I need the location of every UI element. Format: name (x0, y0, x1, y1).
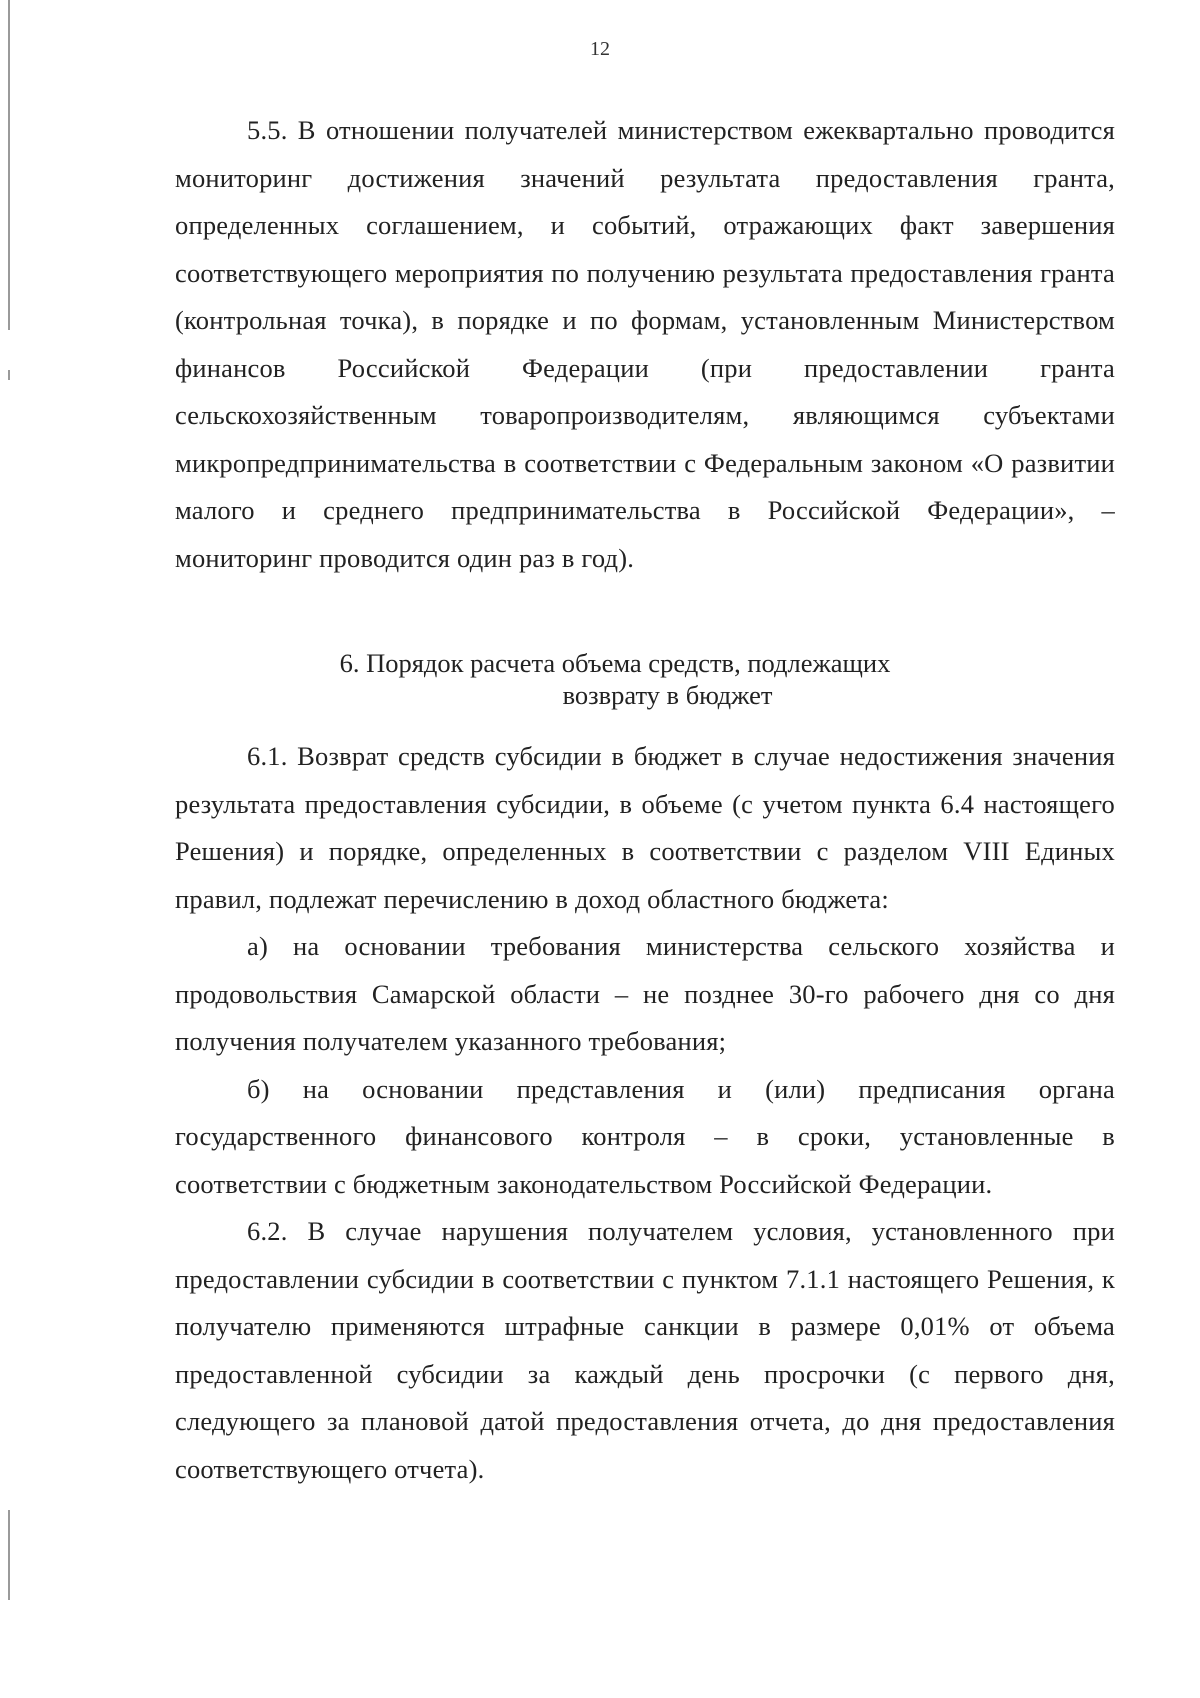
section-6-heading-line-2: возврату в бюджет (562, 680, 773, 710)
paragraph-5-5: 5.5. В отношении получателей министерством ежеквартально проводится мониторинг достижения значений результата предоставления гранта, определенных соглашением, и событий, отражающих факт завершения соответствующего мероприятия по получению результата предоставления гранта (контрольная точка), в порядке и по формам, установленным Министерством финансов Российской Федерации (при предоставлении гранта сельскохозяйственным товаропроизводителям, являющимся субъектами микропредпринимательства в соответствии с Федеральным законом «О развитии малого и среднего предпринимательства в Российской Федерации», – мониторинг проводится один раз в год). (175, 115, 1115, 573)
paragraph-5-5-block (175, 107, 1115, 582)
paragraph-6-2: 6.2. В случае нарушения получателем условия, установленного при предоставлении субсидии в соответствии с пунктом 7.1.1 настоящего Решения, к получателю применяются штрафные санкции в размере 0,01% от объема предоставленной субсидии за каждый день просрочки (с первого дня, следующего за плановой датой предоставления отчета, до дня предоставления соответствующего отчета). (175, 1216, 1115, 1484)
section-6-body (175, 733, 1115, 1493)
paragraph-6-1-b: б) на основании представления и (или) предписания органа государственного финансового контроля – в сроки, установленные в соответствии с бюджетным законодательством Российской Федерации. (175, 1073, 1115, 1199)
page-number: 12 (590, 38, 610, 60)
section-6-heading (175, 647, 1115, 711)
scan-edge-mark (8, 1510, 10, 1600)
paragraph-6-1: 6.1. Возврат средств субсидии в бюджет в случае недостижения значения результата предоставления субсидии, в объеме (с учетом пункта 6.4 настоящего Решения) и порядке, определенных в соответствии с разделом VIII Единых правил, подлежат перечислению в доход областного бюджета: (175, 741, 1115, 914)
paragraph-6-1-a: а) на основании требования министерства сельского хозяйства и продовольствия Самарской области – не позднее 30-го рабочего дня со дня получения получателем указанного требования; (175, 931, 1115, 1056)
scan-edge-mark (8, 370, 10, 380)
section-6-heading-line-1: 6. Порядок расчета объема средств, подлежащих (339, 648, 891, 678)
